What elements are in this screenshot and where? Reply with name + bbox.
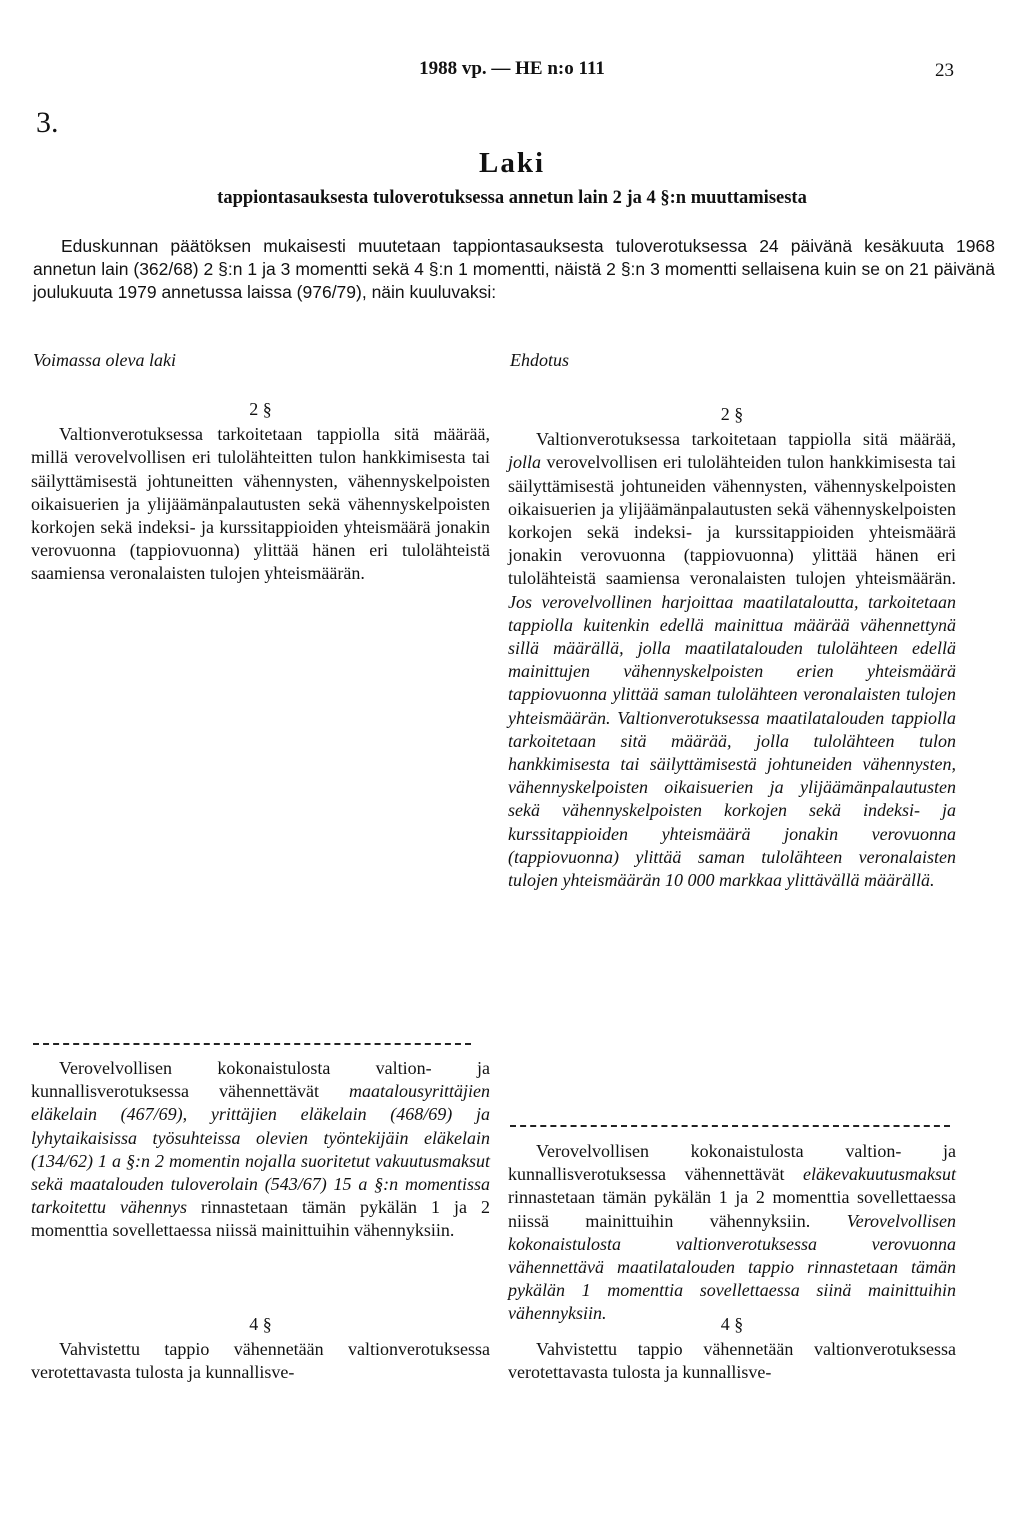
left-p2-text-b: maatalousyrittäjien eläkelain (467/69), yrittäjien eläkelain (468/69) ja lyhytaikaisissa työsuhteissa olevien työntekijäin eläkelain (134/62) 1 a §:n 2 momentin nojalla suoritetut vakuutusmaksut sekä maatalouden tuloverolain (543/67) 15 a §:n momentissa tarkoitettu vähennys bbox=[31, 1081, 490, 1218]
left-paragraph-3: Vahvistettu tappio vähennetään valtionverotuksessa verotettavasta tulosta ja kunnallisve- bbox=[31, 1339, 490, 1383]
right-p2-text-c: rinnastetaan tämän pykälän 1 ja 2 momenttia sovellettaessa niissä mainittuihin vähennyksiin. bbox=[508, 1187, 956, 1231]
right-paragraph-3: Vahvistettu tappio vähennetään valtionverotuksessa verotettavasta tulosta ja kunnallisve- bbox=[508, 1339, 956, 1383]
left-p2-text-c: rinnastetaan tämän pykälän 1 ja 2 momenttia sovellettaessa niissä mainittuihin vähennyksiin. bbox=[31, 1197, 490, 1241]
right-p1-text-d: Jos verovelvollinen harjoittaa maatilataloutta, tarkoitetaan tappiolla kuitenkin edellä mainittua määrää vähennettynä sillä määrällä, jolla maatilatalouden tulolähteen edellä mainittujen vähennyskelpoisten erien yhteismäärä tappiovuonna ylittää saman tulolähteen veronalaisten tulojen yhteismäärän. Valtionverotuksessa maatilatalouden tappiolla tarkoitetaan sitä määrää, jolla tulolähteen tulon hankkimisesta tai säilyttämisestä johtuneiden vähennysten, vähennyskelpoisten oikaisuerien ja ylijäämänpalautusten sekä vähennyskelpoisten korkojen sekä indeksi- ja kurssitappioiden yhteismäärä jonakin verovuonna (tappiovuonna) ylittää saman tulolähteen veronalaisten tulojen yhteismäärän 10 000 markkaa ylittävällä määrällä. bbox=[508, 591, 956, 891]
right-p2-text-b: eläkevakuutusmaksut bbox=[803, 1164, 956, 1185]
right-section-2 bbox=[508, 403, 956, 892]
law-intro: Eduskunnan päätöksen mukaisesti muutetaan tappiontasauksesta tuloverotuksessa 24 päivänä kesäkuuta 1968 annetun lain (362/68) 2 §:n 1 ja 3 momentti sekä 4 §:n 1 momentti, näistä 2 §:n 3 momentti sellaisena kuin se on 21 päivänä joulukuuta 1979 annetussa laissa (976/79), näin kuuluvaksi: bbox=[33, 236, 995, 302]
left-section-2 bbox=[31, 398, 490, 586]
law-title: Laki bbox=[478, 147, 546, 179]
right-section-4 bbox=[508, 1313, 956, 1385]
right-p1-text-a: Valtionverotuksessa tarkoitetaan tappiolla sitä määrää, bbox=[536, 429, 956, 450]
running-header: 1988 vp. — HE n:o 111 bbox=[419, 58, 605, 79]
right-p2-text-a: Verovelvollisen kokonaistulosta valtion- ja kunnallisverotuksessa vähennettävät bbox=[508, 1141, 956, 1185]
left-p2-text-a: Verovelvollisen kokonaistulosta valtion- ja kunnallisverotuksessa vähennettävät bbox=[31, 1058, 490, 1102]
left-section-4 bbox=[31, 1313, 490, 1385]
right-sec4-heading: 4 § bbox=[720, 1314, 744, 1334]
left-column-heading: Voimassa oleva laki bbox=[33, 350, 176, 370]
right-p1-text-c: verovelvollisen eri tulolähteiden tulon hankkimisesta tai säilyttämisestä johtuneiden vähennysten, vähennyskelpoisten oikaisuerien ja ylijäämänpalautusten sekä vähennyskelpoisten korkojen sekä indeksi- ja kurssitappioiden yhteismäärä jonakin verovuonna (tappiovuonna) ylittää hänen eri tulolähteistä saamiensa veronalaisten tulojen yhteismäärän. bbox=[508, 452, 956, 589]
right-omission-line bbox=[510, 1125, 950, 1127]
left-sec4-heading: 4 § bbox=[249, 1314, 272, 1334]
right-p2-text-d: Verovelvollisen kokonaistulosta valtionverotuksessa verovuonna vähennettävä maatilatalouden tappio rinnastetaan tämän pykälän 1 momenttia sovellettaessa siinä mainittuihin vähennyksiin. bbox=[508, 1210, 956, 1324]
page-number: 23 bbox=[935, 60, 954, 81]
left-omission-line bbox=[33, 1043, 471, 1045]
right-p1-text-b: jolla bbox=[508, 452, 542, 473]
law-subtitle: tappiontasauksesta tuloverotuksessa annetun lain 2 ja 4 §:n muuttamisesta bbox=[217, 188, 807, 208]
right-column-heading: Ehdotus bbox=[510, 350, 570, 370]
left-paragraph-1: Valtionverotuksessa tarkoitetaan tappiolla sitä määrää, millä verovelvollisen eri tulolähteitten tulon hankkimisesta tai säilyttämisestä johtuneitten vähennysten, vähennyskelpoisten oikaisuerien ja ylijäämänpalautusten sekä vähennyskelpoisten korkojen sekä indeksi- ja kurssitappioiden yhteismäärä jonakin verovuonna (tappiovuonna) ylittää hänen eri tulolähteistä saamiensa veronalaisten tulojen yhteismäärän. bbox=[31, 424, 490, 584]
section-number: 3. bbox=[36, 106, 59, 139]
right-sec2-heading: 2 § bbox=[720, 404, 744, 424]
right-paragraph-2 bbox=[508, 1140, 956, 1326]
left-paragraph-2 bbox=[31, 1057, 490, 1243]
left-sec2-heading: 2 § bbox=[249, 399, 272, 419]
